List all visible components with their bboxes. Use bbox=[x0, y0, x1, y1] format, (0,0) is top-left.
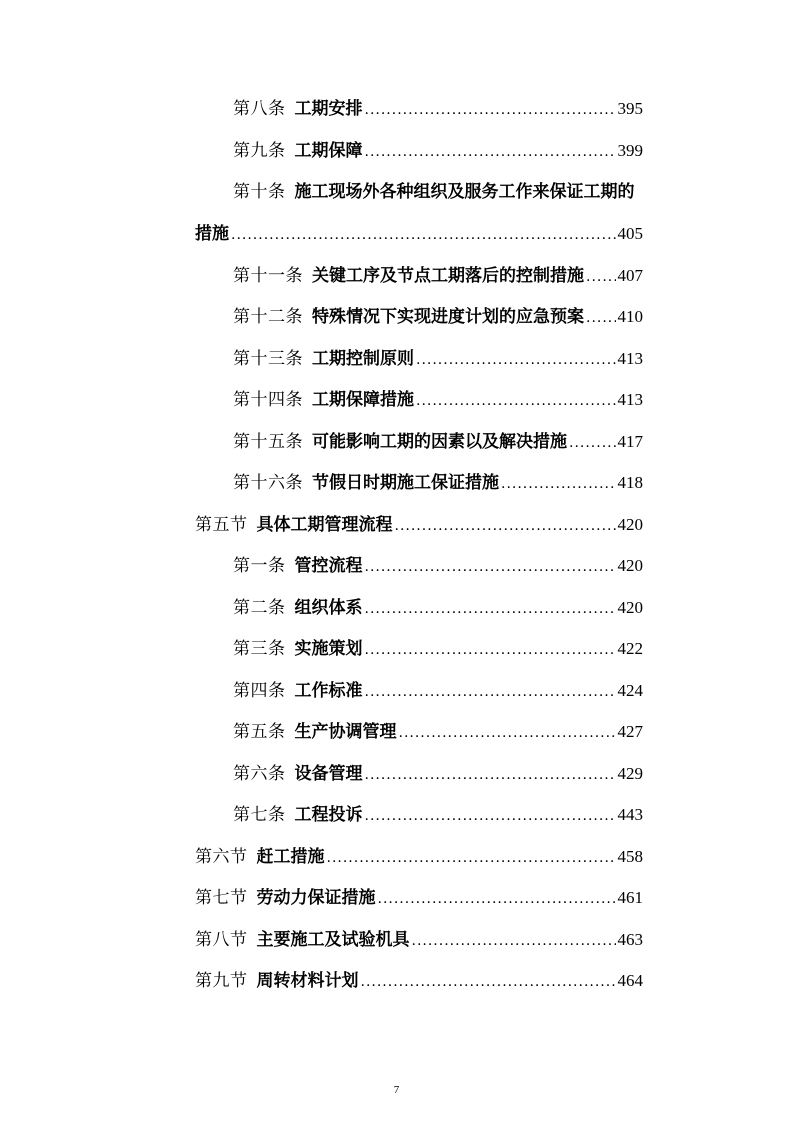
toc-leader-dots bbox=[586, 306, 616, 330]
toc-entry-page: 461 bbox=[617, 888, 643, 907]
toc-entry-number: 第十四条 bbox=[233, 390, 303, 410]
toc-leader-dots bbox=[365, 140, 616, 164]
toc-leader-dots bbox=[395, 514, 616, 538]
toc-entry-number: 第八条 bbox=[233, 99, 286, 119]
toc-entry-number: 第六条 bbox=[233, 764, 286, 784]
toc-entry-page: 418 bbox=[617, 473, 643, 492]
toc-entry[interactable] bbox=[233, 264, 643, 289]
toc-leader-dots bbox=[365, 763, 616, 787]
toc-entry-number: 第十六条 bbox=[233, 473, 303, 493]
toc-entry[interactable] bbox=[233, 679, 643, 704]
toc-leader-dots bbox=[416, 348, 616, 372]
toc-entry-number: 第七节 bbox=[195, 888, 248, 908]
toc-leader-dots bbox=[416, 389, 616, 413]
toc-entry-page: 429 bbox=[617, 764, 643, 783]
toc-entry-title: 节假日时期施工保证措施 bbox=[312, 473, 499, 493]
toc-entry-page: 464 bbox=[617, 971, 643, 990]
toc-entry-page: 422 bbox=[617, 639, 643, 658]
toc-entry[interactable] bbox=[233, 596, 643, 621]
toc-leader-dots bbox=[365, 597, 616, 621]
toc-entry[interactable] bbox=[233, 305, 643, 330]
toc-section-entry[interactable] bbox=[195, 886, 643, 911]
toc-entry-title: 施工现场外各种组织及服务工作来保证工期的 bbox=[294, 182, 635, 202]
toc-section-entry[interactable] bbox=[195, 969, 643, 994]
toc-entry-title: 劳动力保证措施 bbox=[256, 888, 376, 908]
toc-leader-dots bbox=[365, 555, 616, 579]
toc-section-entry[interactable] bbox=[195, 513, 643, 538]
toc-entry-title: 组织体系 bbox=[294, 598, 363, 618]
toc-entry-title: 关键工序及节点工期落后的控制措施 bbox=[312, 266, 584, 286]
toc-entry-title: 工期保障措施 bbox=[312, 390, 414, 410]
toc-entry-number: 第十三条 bbox=[233, 349, 303, 369]
toc-leader-dots bbox=[399, 721, 616, 745]
toc-entry[interactable] bbox=[233, 762, 643, 787]
toc-entry-number: 第三条 bbox=[233, 639, 286, 659]
toc-entry-page: 407 bbox=[617, 266, 643, 285]
toc-entry-page: 463 bbox=[617, 930, 643, 949]
toc-leader-dots bbox=[412, 929, 616, 953]
toc-entry-continuation[interactable] bbox=[195, 222, 643, 247]
toc-entry[interactable] bbox=[233, 139, 643, 164]
toc-leader-dots bbox=[569, 431, 616, 455]
toc-entry-page: 413 bbox=[617, 349, 643, 368]
toc-leader-dots bbox=[365, 680, 616, 704]
toc-leader-dots bbox=[378, 887, 616, 911]
toc-entry-title: 实施策划 bbox=[294, 639, 363, 659]
toc-entry-title: 工期保障 bbox=[294, 141, 363, 161]
toc-section-entry[interactable] bbox=[195, 845, 643, 870]
toc-entry-page: 395 bbox=[617, 99, 643, 118]
toc-entry-title: 管控流程 bbox=[294, 556, 363, 576]
toc-entry-title: 主要施工及试验机具 bbox=[256, 930, 410, 950]
toc-leader-dots bbox=[327, 846, 616, 870]
toc-entry-page: 417 bbox=[617, 432, 643, 451]
toc-entry-title: 可能影响工期的因素以及解决措施 bbox=[312, 432, 567, 452]
toc-entry-page: 399 bbox=[617, 141, 643, 160]
toc-entry-page: 420 bbox=[617, 556, 643, 575]
toc-entry[interactable] bbox=[233, 430, 643, 455]
toc-section-entry[interactable] bbox=[195, 928, 643, 953]
toc-leader-dots bbox=[501, 472, 616, 496]
toc-entry-title: 工作标准 bbox=[294, 681, 363, 701]
toc-entry-page: 413 bbox=[617, 390, 643, 409]
toc-entry[interactable] bbox=[233, 388, 643, 413]
toc-entry-number: 第二条 bbox=[233, 598, 286, 618]
toc-entry[interactable] bbox=[233, 97, 643, 122]
toc-entry-page: 405 bbox=[617, 224, 643, 243]
toc-entry-page: 410 bbox=[617, 307, 643, 326]
toc-leader-dots bbox=[365, 804, 616, 828]
toc-entry-title: 生产协调管理 bbox=[294, 722, 397, 742]
toc-entry-number: 第八节 bbox=[195, 930, 248, 950]
toc-entry[interactable] bbox=[233, 180, 643, 204]
toc-entry[interactable] bbox=[233, 637, 643, 662]
toc-entry-number: 第九节 bbox=[195, 971, 248, 991]
toc-entry-number: 第九条 bbox=[233, 141, 286, 161]
toc-entry-number: 第五条 bbox=[233, 722, 286, 742]
toc-entry-title: 特殊情况下实现进度计划的应急预案 bbox=[312, 307, 584, 327]
toc-entry-number: 第十二条 bbox=[233, 307, 303, 327]
toc-entry[interactable] bbox=[233, 471, 643, 496]
toc-leader-dots bbox=[365, 638, 616, 662]
toc-entry[interactable] bbox=[233, 554, 643, 579]
toc-entry[interactable] bbox=[233, 720, 643, 745]
page-number: 7 bbox=[393, 1084, 400, 1096]
toc-leader-dots bbox=[586, 265, 616, 289]
toc-entry[interactable] bbox=[233, 347, 643, 372]
toc-entry-title-continuation: 措施 bbox=[195, 224, 229, 244]
toc-entry-title: 工期控制原则 bbox=[312, 349, 414, 369]
toc-entry-page: 424 bbox=[617, 681, 643, 700]
toc-entry[interactable] bbox=[233, 803, 643, 828]
toc-entry-number: 第十五条 bbox=[233, 432, 303, 452]
toc-entry-number: 第十一条 bbox=[233, 266, 303, 286]
toc-entry-number: 第七条 bbox=[233, 805, 286, 825]
toc-leader-dots bbox=[231, 223, 616, 247]
toc-entry-number: 第五节 bbox=[195, 515, 248, 535]
toc-entry-page: 443 bbox=[617, 805, 643, 824]
toc-entry-page: 427 bbox=[617, 722, 643, 741]
toc-entry-title: 工期安排 bbox=[294, 99, 363, 119]
toc-entry-page: 458 bbox=[617, 847, 643, 866]
toc-entry-number: 第一条 bbox=[233, 556, 286, 576]
toc-leader-dots bbox=[361, 970, 616, 994]
toc-entry-number: 第六节 bbox=[195, 847, 248, 867]
toc-entry-title: 设备管理 bbox=[294, 764, 363, 784]
toc-entry-page: 420 bbox=[617, 515, 643, 534]
toc-entry-title: 工程投诉 bbox=[294, 805, 363, 825]
toc-entry-title: 赶工措施 bbox=[256, 847, 325, 867]
toc-leader-dots bbox=[365, 98, 616, 122]
toc-entry-page: 420 bbox=[617, 598, 643, 617]
toc-entry-title: 周转材料计划 bbox=[256, 971, 359, 991]
toc-entry-number: 第四条 bbox=[233, 681, 286, 701]
toc-entry-number: 第十条 bbox=[233, 182, 286, 202]
toc-entry-title: 具体工期管理流程 bbox=[256, 515, 393, 535]
